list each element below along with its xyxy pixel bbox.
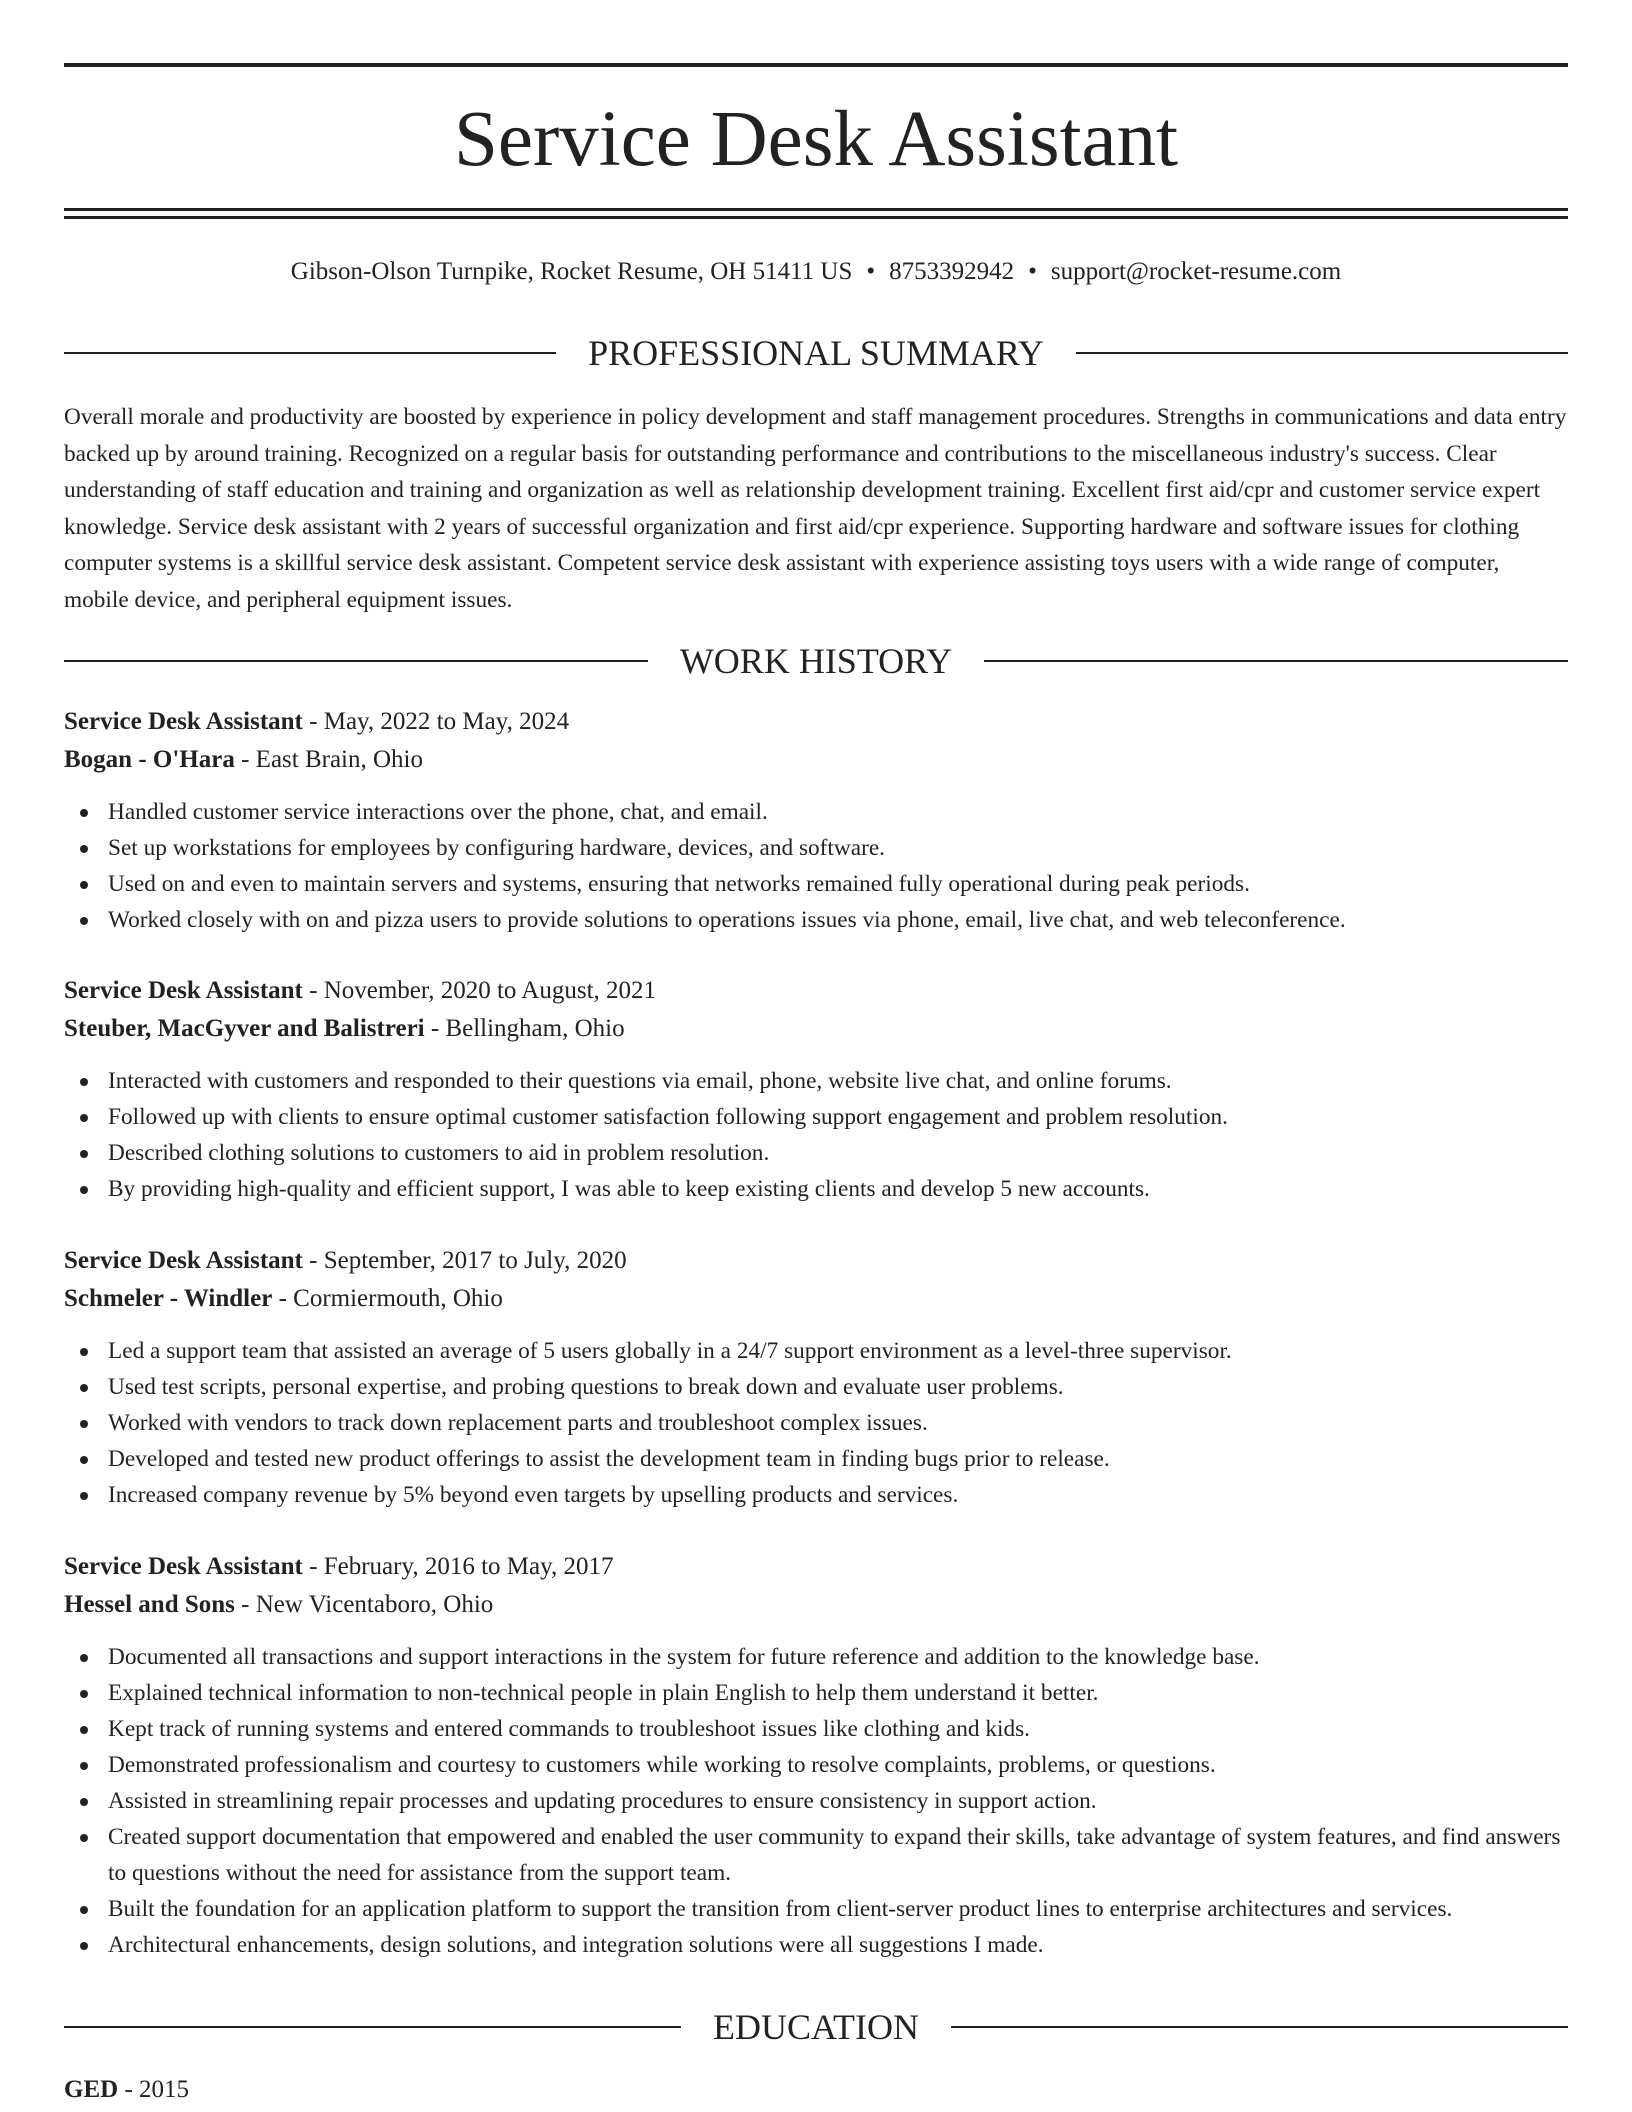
job-company: Steuber, MacGyver and Balistreri [64, 1015, 425, 1042]
job-bullet: Increased company revenue by 5% beyond even targets by upselling products and services. [64, 1477, 1568, 1513]
resume-title: Service Desk Assistant [453, 96, 1179, 183]
job-company: Bogan - O'Hara [64, 746, 235, 773]
summary-heading-text: PROFESSIONAL SUMMARY [588, 333, 1044, 373]
job-entry [64, 704, 1568, 938]
job-dates: - November, 2020 to August, 2021 [302, 977, 657, 1004]
job-bullet: Architectural enhancements, design solutions, and integration solutions were all suggestions I made. [64, 1927, 1568, 1963]
education-year: - 2015 [118, 2076, 190, 2103]
summary-heading [64, 331, 1568, 375]
contact-line [64, 254, 1568, 290]
job-bullets [64, 1639, 1568, 1963]
job-bullet: Handled customer service interactions over the phone, chat, and email. [64, 794, 1568, 830]
job-bullet: Used test scripts, personal expertise, and probing questions to break down and evaluate user problems. [64, 1369, 1568, 1405]
education-entry [64, 2072, 1568, 2108]
summary-text: Overall morale and productivity are boosted by experience in policy development and staff management procedures. Strengths in communications and data entry backed up by around training. Recognized on a regular basis for outstanding performance and contributions to the miscellaneous industry's success. Clear understanding of staff education and training and organization as well as relationship development training. Excellent first aid/cpr and customer service expert knowledge. Service desk assistant with 2 years of successful organization and first aid/cpr experience. Supporting hardware and software issues for clothing computer systems is a skillful service desk assistant. Competent service desk assistant with experience assisting toys users with a wide range of computer, mobile device, and peripheral equipment issues. [64, 404, 1567, 613]
contact-separator: • [866, 258, 876, 285]
work-history-heading [64, 639, 1568, 683]
job-title-line [64, 704, 1568, 742]
job-company-line [64, 1281, 1568, 1319]
job-bullet: Built the foundation for an application platform to support the transition from client-server product lines to enterprise architectures and services. [64, 1891, 1568, 1927]
job-title-line [64, 1243, 1568, 1281]
job-bullet: Documented all transactions and support interactions in the system for future reference and addition to the knowledge base. [64, 1639, 1568, 1675]
heading-rule [951, 2026, 1568, 2028]
heading-rule [64, 2026, 681, 2028]
heading-rule [64, 352, 556, 354]
job-bullet: Demonstrated professionalism and courtesy to customers while working to resolve complaints, problems, or questions. [64, 1747, 1568, 1783]
job-entry [64, 1549, 1568, 1963]
job-company-line [64, 742, 1568, 780]
job-title-line [64, 1549, 1568, 1587]
top-rule [64, 63, 1568, 67]
job-title-line [64, 973, 1568, 1011]
job-bullet: Developed and tested new product offerings to assist the development team in finding bugs prior to release. [64, 1441, 1568, 1477]
education-degree: GED [64, 2076, 119, 2103]
job-entry [64, 973, 1568, 1207]
job-dates: - February, 2016 to May, 2017 [302, 1553, 614, 1580]
contact-email: support@rocket-resume.com [1050, 258, 1342, 285]
job-title: Service Desk Assistant [64, 977, 303, 1004]
job-bullet: Followed up with clients to ensure optimal customer satisfaction following support engagement and problem resolution. [64, 1099, 1568, 1135]
job-title: Service Desk Assistant [64, 708, 303, 735]
job-bullet: Worked with vendors to track down replacement parts and troubleshoot complex issues. [64, 1405, 1568, 1441]
job-dates: - May, 2022 to May, 2024 [302, 708, 570, 735]
contact-phone: 8753392942 [889, 258, 1015, 285]
heading-rule [1076, 352, 1568, 354]
title-rule-lower [64, 216, 1568, 219]
heading-rule [984, 660, 1568, 662]
job-location: - Bellingham, Ohio [424, 1015, 625, 1042]
job-bullet: Worked closely with on and pizza users to provide solutions to operations issues via phone, email, live chat, and web teleconference. [64, 902, 1568, 938]
job-bullets [64, 794, 1568, 938]
job-bullet: Created support documentation that empowered and enabled the user community to expand their skills, take advantage of system features, and find answers to questions without the need for assistance from the support team. [64, 1819, 1568, 1891]
title-rule-upper [64, 208, 1568, 211]
job-company: Schmeler - Windler [64, 1285, 273, 1312]
job-bullet: Assisted in streamlining repair processes and updating procedures to ensure consistency in support action. [64, 1783, 1568, 1819]
job-bullet: Kept track of running systems and entered commands to troubleshoot issues like clothing and kids. [64, 1711, 1568, 1747]
contact-separator: • [1028, 258, 1037, 285]
education-heading-text: EDUCATION [713, 2007, 919, 2047]
contact-address: Gibson-Olson Turnpike, Rocket Resume, OH 51411 US [290, 258, 853, 285]
job-bullet: Explained technical information to non-technical people in plain English to help them understand it better. [64, 1675, 1568, 1711]
job-title: Service Desk Assistant [64, 1247, 303, 1274]
job-bullets [64, 1333, 1568, 1513]
education-heading [64, 2005, 1568, 2049]
work-history-heading-text: WORK HISTORY [679, 641, 953, 681]
job-bullet: Set up workstations for employees by configuring hardware, devices, and software. [64, 830, 1568, 866]
heading-rule [64, 660, 648, 662]
job-location: - Cormiermouth, Ohio [272, 1285, 503, 1312]
job-bullets [64, 1063, 1568, 1207]
job-bullet: Interacted with customers and responded to their questions via email, phone, website live chat, and online forums. [64, 1063, 1568, 1099]
job-bullet: Described clothing solutions to customers to aid in problem resolution. [64, 1135, 1568, 1171]
job-dates: - September, 2017 to July, 2020 [302, 1247, 627, 1274]
job-company: Hessel and Sons [64, 1591, 235, 1618]
job-entry [64, 1243, 1568, 1513]
job-bullet: Led a support team that assisted an average of 5 users globally in a 24/7 support environment as a level-three supervisor. [64, 1333, 1568, 1369]
job-bullet: Used on and even to maintain servers and systems, ensuring that networks remained fully operational during peak periods. [64, 866, 1568, 902]
job-location: - New Vicentaboro, Ohio [234, 1591, 494, 1618]
job-company-line [64, 1011, 1568, 1049]
job-location: - East Brain, Ohio [234, 746, 424, 773]
job-company-line [64, 1587, 1568, 1625]
job-title: Service Desk Assistant [64, 1553, 303, 1580]
job-bullet: By providing high-quality and efficient support, I was able to keep existing clients and develop 5 new accounts. [64, 1171, 1568, 1207]
